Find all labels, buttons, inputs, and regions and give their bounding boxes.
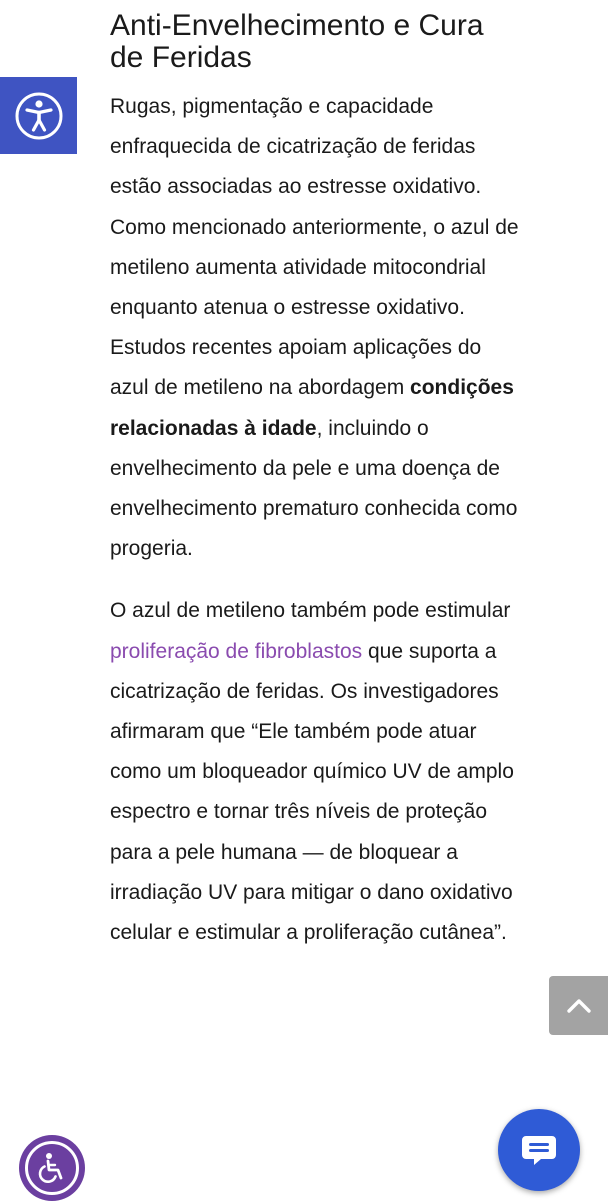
paragraph-2-text-before: O azul de metileno também pode estimular xyxy=(110,599,511,623)
paragraph-1-bold: condições relacionadas à idade xyxy=(110,376,514,440)
paragraph-1 xyxy=(110,87,520,569)
scroll-to-top-button[interactable] xyxy=(549,976,608,1035)
paragraph-2-text-after: que suporta a cicatrização de feridas. Os investigadores afirmaram que “Ele também pode atuar como um bloqueador químico UV de amplo espectro e tornar três níveis de proteção para a pele humana — de bloquear a irradiação UV para mitigar o dano oxidativo celular e estimular a proliferação cutânea”. xyxy=(110,639,514,945)
section-heading: Anti-Envelhecimento e Cura de Feridas xyxy=(110,9,484,74)
chevron-up-icon xyxy=(565,992,593,1020)
chat-bubble-icon xyxy=(519,1130,559,1170)
fibroblast-proliferation-link[interactable]: proliferação de fibroblastos xyxy=(110,639,363,663)
paragraph-1-text-after: , incluindo o envelhecimento da pele e uma doença de envelhecimento prematuro conhecida como progeria. xyxy=(110,416,518,561)
paragraph-1-text-before: Rugas, pigmentação e capacidade enfraquecida de cicatrização de feridas estão associadas ao estresse oxidativo. Como mencionado anteriormente, o azul de metileno aumenta atividade mitocondrial enquanto atenua o estresse oxidativo. Estudos recentes apoiam aplicações do azul de metileno na abordagem xyxy=(110,95,519,400)
chat-button[interactable] xyxy=(498,1109,580,1191)
paragraph-2 xyxy=(110,591,520,953)
accessibility-wheelchair-button[interactable] xyxy=(19,1135,85,1201)
accessibility-person-icon xyxy=(13,90,65,142)
article-section xyxy=(110,10,520,953)
accessibility-toggle-button[interactable] xyxy=(0,77,77,154)
wheelchair-icon xyxy=(34,1150,70,1186)
wheelchair-ring xyxy=(25,1141,79,1195)
